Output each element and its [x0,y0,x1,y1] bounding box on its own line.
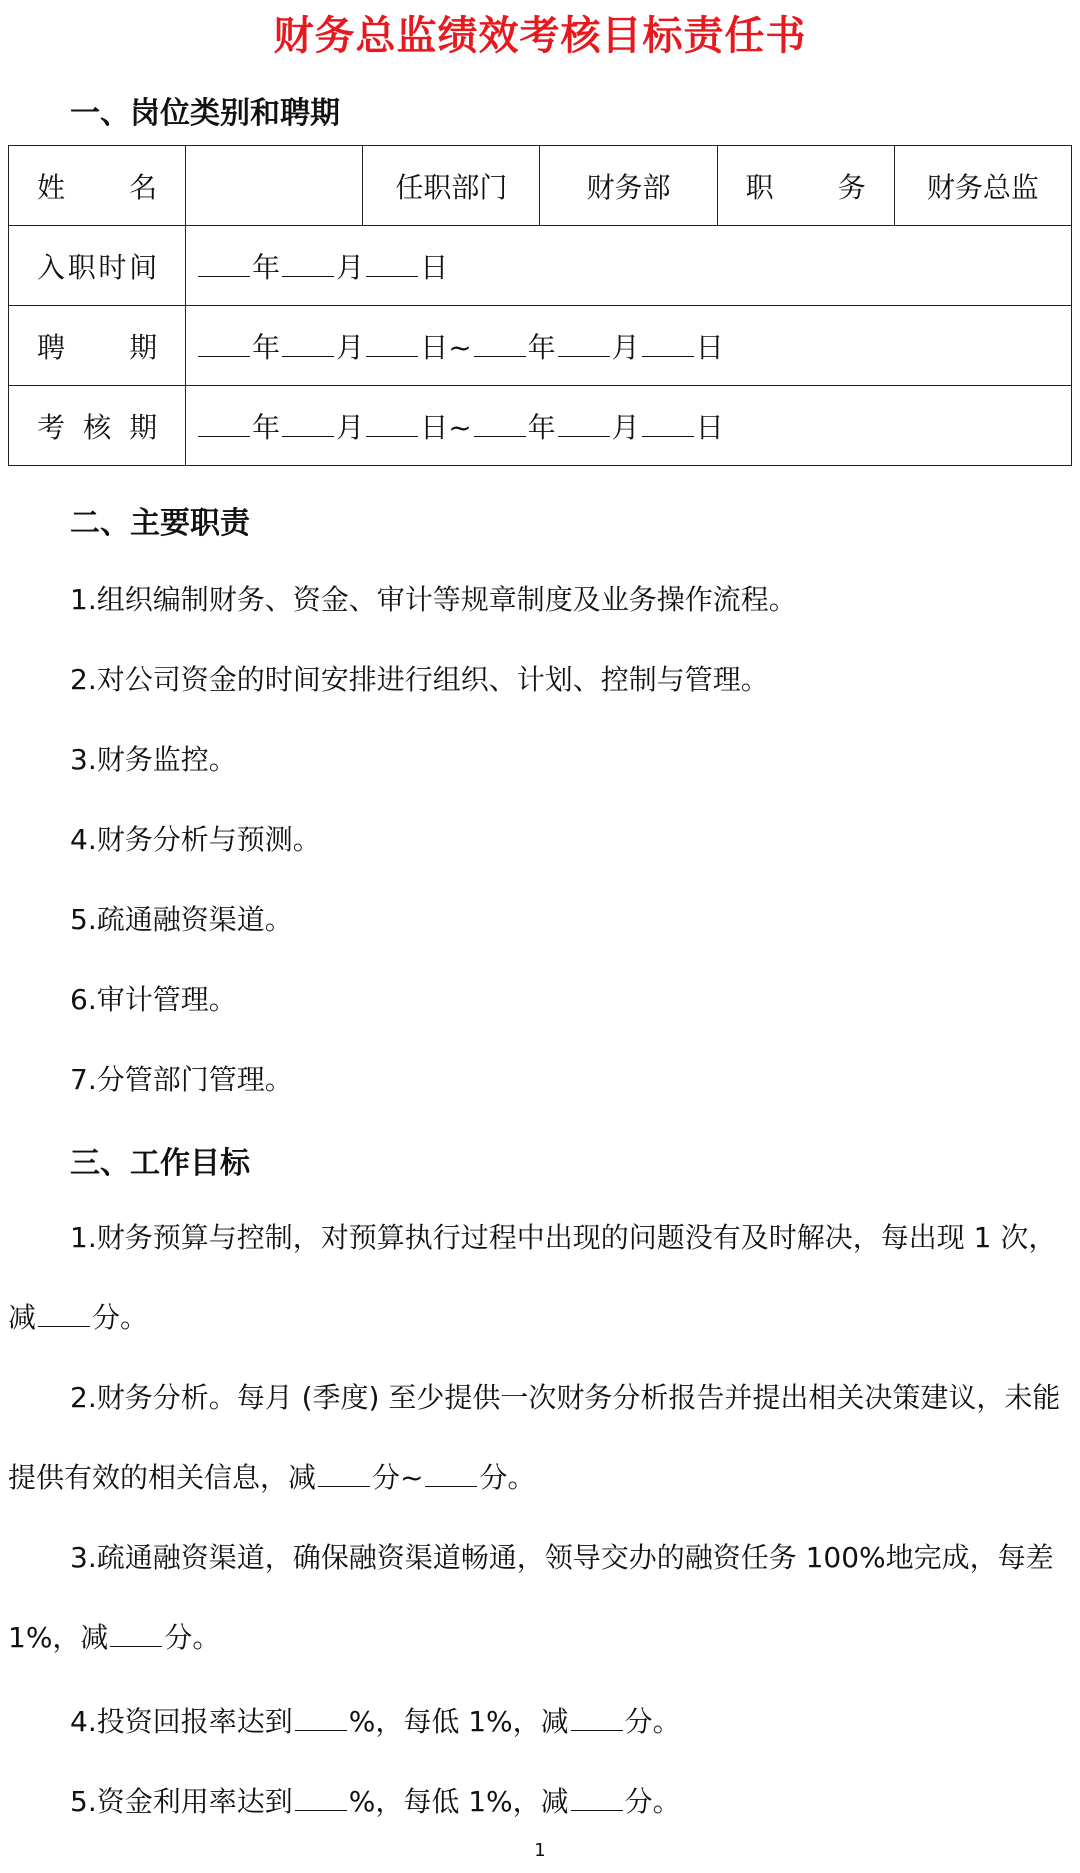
position-value: 财务总监 [894,146,1071,226]
blank-line [110,1622,162,1647]
blank-line [474,332,526,357]
duty-item: 1.组织编制财务、资金、审计等规章制度及业务操作流程。 [70,583,797,616]
month-text: 月 [336,410,365,444]
blank-line [295,1786,347,1811]
goal-text: 分。 [92,1301,149,1334]
blank-line [198,332,250,357]
blank-line [198,412,250,437]
goal-text: %，每低 1%，减 [348,1705,569,1738]
month-text: 月 [336,330,365,364]
day-text: 日 [695,410,724,444]
hire-date-value[interactable] [186,226,1072,306]
duty-item: 6.审计管理。 [70,983,237,1016]
goal-text: 1.财务预算与控制，对预算执行过程中出现的问题没有及时解决，每出现 1 次，减 [8,1221,1057,1334]
document-title: 财务总监绩效考核目标责任书 [273,13,807,59]
blank-line [571,1706,623,1731]
blank-line [282,412,334,437]
day-text: 日~ [420,410,472,444]
blank-line [282,252,334,277]
blank-line [366,412,418,437]
duty-item: 5.疏通融资渠道。 [70,903,293,936]
blank-line [366,332,418,357]
day-text: 日 [420,250,449,284]
blank-line [198,252,250,277]
blank-line [474,412,526,437]
month-text: 月 [336,250,365,284]
goal-text: 分~ [372,1461,424,1494]
blank-line [558,412,610,437]
blank-line [425,1462,477,1487]
name-label: 姓 名 [9,146,186,226]
goal-text: 4.投资回报率达到 [70,1705,293,1738]
review-period-value[interactable] [186,386,1072,466]
year-text: 年 [527,330,556,364]
page-number: 1 [534,1840,546,1861]
goal-text: %，每低 1%，减 [348,1785,569,1818]
position-info-table [8,145,1072,466]
blank-line [642,412,694,437]
goal-item-4 [70,1700,681,1740]
blank-line [38,1302,90,1327]
goal-text: 分。 [624,1785,681,1818]
month-text: 月 [611,330,640,364]
name-value[interactable] [186,146,363,226]
blank-line [295,1706,347,1731]
table-row [9,386,1072,466]
table-row [9,146,1072,226]
goal-item-2 [8,1358,1072,1518]
blank-line [282,332,334,357]
duty-item: 4.财务分析与预测。 [70,823,321,856]
table-row [9,226,1072,306]
goal-item-5 [70,1780,681,1820]
blank-line [318,1462,370,1487]
position-label: 职 务 [717,146,894,226]
term-label: 聘 期 [9,306,186,386]
blank-line [558,332,610,357]
blank-line [642,332,694,357]
goal-text: 分。 [164,1621,221,1654]
goal-text: 5.资金利用率达到 [70,1785,293,1818]
term-value[interactable] [186,306,1072,386]
blank-line [366,252,418,277]
day-text: 日 [695,330,724,364]
hire-date-label: 入职时间 [9,226,186,306]
day-text: 日~ [420,330,472,364]
year-text: 年 [252,410,281,444]
goal-text: 2.财务分析。每月 (季度) 至少提供一次财务分析报告并提出相关决策建议，未能提供有效的相关信息，减 [8,1381,1061,1494]
section-heading-3: 三、工作目标 [70,1146,250,1181]
goal-item-1 [8,1198,1072,1358]
section-heading-1: 一、岗位类别和聘期 [70,96,340,131]
month-text: 月 [611,410,640,444]
year-text: 年 [252,330,281,364]
year-text: 年 [527,410,556,444]
goal-item-3 [8,1518,1072,1678]
section-heading-2: 二、主要职责 [70,506,250,541]
blank-line [571,1786,623,1811]
goal-text: 分。 [479,1461,536,1494]
dept-label: 任职部门 [363,146,540,226]
duty-item: 3.财务监控。 [70,743,237,776]
duty-item: 2.对公司资金的时间安排进行组织、计划、控制与管理。 [70,663,769,696]
review-period-label: 考 核 期 [9,386,186,466]
goal-text: 3.疏通融资渠道，确保融资渠道畅通，领导交办的融资任务 100%地完成，每差 1%，减 [8,1541,1054,1654]
table-row [9,306,1072,386]
goal-text: 分。 [624,1705,681,1738]
year-text: 年 [252,250,281,284]
dept-value: 财务部 [540,146,717,226]
duty-item: 7.分管部门管理。 [70,1063,293,1096]
